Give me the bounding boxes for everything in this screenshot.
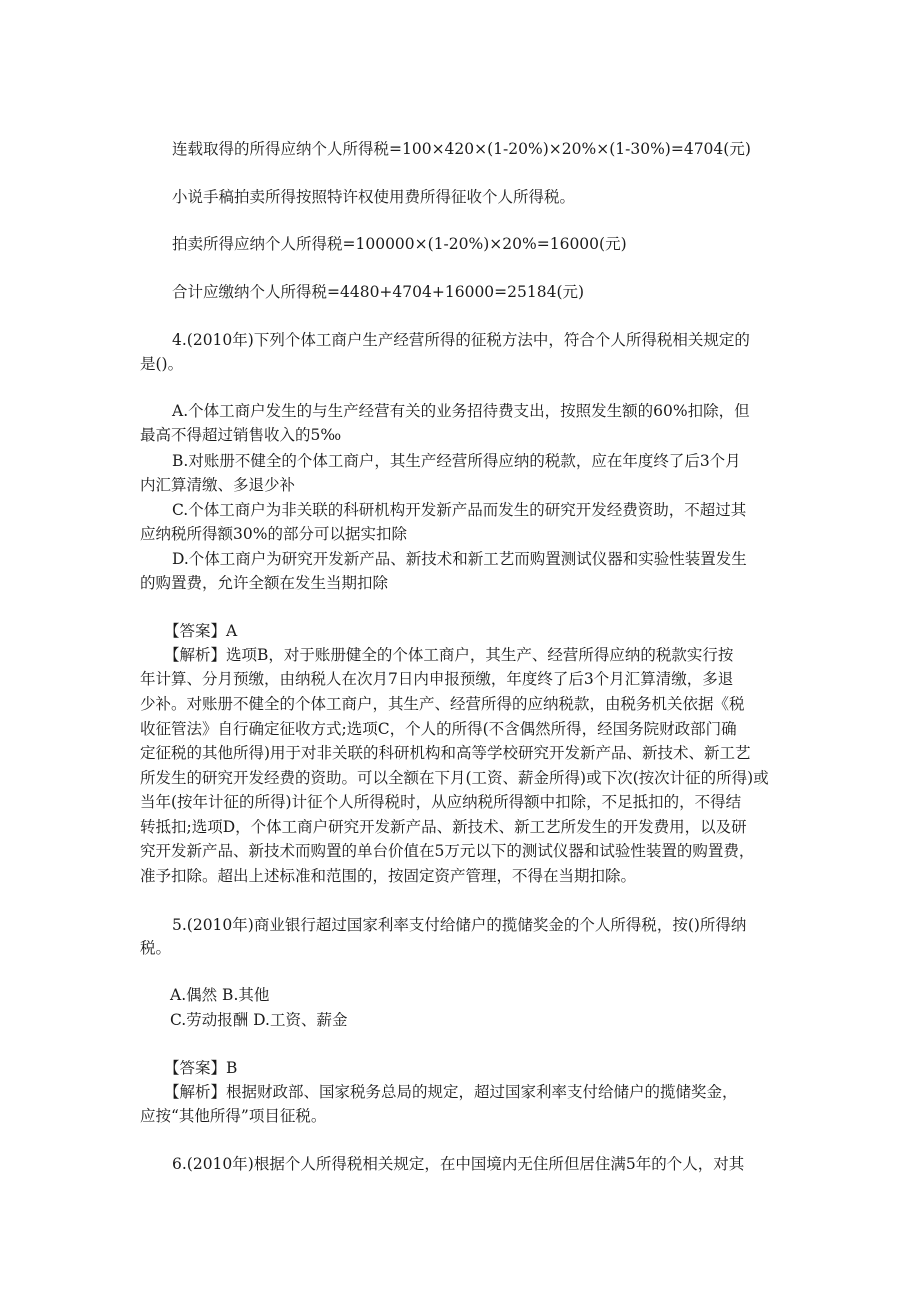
- q4-analysis-line: 转抵扣;选项D，个体工商户研究开发新产品、新技术、新工艺所发生的开发费用，以及研: [140, 818, 747, 836]
- q4-analysis-line: 年计算、分月预缴，由纳税人在次月7日内申报预缴，年度终了后3个月汇算清缴，多退: [140, 670, 734, 688]
- q4-analysis-line: 当年(按年计征的所得)计征个人所得税时，从应纳税所得额中扣除，不足抵扣的，不得结: [140, 793, 742, 811]
- q4-answer: 【答案】A: [164, 622, 238, 640]
- q5-stem-line: 税。: [140, 939, 172, 957]
- q4-option-c-cont: 应纳税所得额30%的部分可以据实扣除: [140, 525, 407, 543]
- q4-analysis-line: 收征管法》自行确定征收方式;选项C，个人的所得(不含偶然所得，经国务院财政部门确: [140, 720, 737, 738]
- q5-stem-line: 5.(2010年)商业银行超过国家利率支付给储户的揽储奖金的个人所得税，按()所得纳: [172, 916, 747, 934]
- q5-analysis-line: 【解析】根据财政部、国家税务总局的规定，超过国家利率支付给储户的揽储奖金，: [164, 1083, 738, 1101]
- q4-analysis-line: 少补。对账册不健全的个体工商户，其生产、经营所得的应纳税款，由税务机关依据《税: [140, 695, 745, 713]
- q5-options-cd: C.劳动报酬 D.工资、薪金: [170, 1011, 348, 1029]
- q4-option-d: D.个体工商户为研究开发新产品、新技术和新工艺而购置测试仪器和实验性装置发生: [172, 550, 747, 568]
- q4-analysis-line: 定征税的其他所得)用于对非关联的科研机构和高等学校研究开发新产品、新技术、新工艺: [140, 744, 751, 762]
- q4-option-b: B.对账册不健全的个体工商户，其生产经营所得应纳的税款，应在年度终了后3个月: [172, 452, 741, 470]
- calc-auction-tax: 拍卖所得应纳个人所得税=100000×(1-20%)×20%=16000(元): [172, 235, 627, 253]
- q4-analysis-line: 究开发新产品、新技术而购置的单台价值在5万元以下的测试仪器和试验性装置的购置费，: [140, 842, 755, 860]
- q4-analysis-line: 所发生的研究开发经费的资助。可以全额在下月(工资、薪金所得)或下次(按次计征的所得)或: [140, 769, 769, 787]
- calc-serial-tax: 连载取得的所得应纳个人所得税=100×420×(1-20%)×20%×(1-30%)=4704(元): [172, 140, 751, 158]
- q4-option-c: C.个体工商户为非关联的科研机构开发新产品而发生的研究开发经费资助，不超过其: [172, 501, 747, 519]
- q6-stem-line: 6.(2010年)根据个人所得税相关规定，在中国境内无住所但居住满5年的个人，对其: [172, 1155, 745, 1173]
- q5-analysis-line: 应按“其他所得”项目征税。: [140, 1107, 327, 1125]
- q4-option-b-cont: 内汇算清缴、多退少补: [140, 476, 296, 494]
- q4-stem-line: 是()。: [140, 355, 184, 373]
- q5-options-ab: A.偶然 B.其他: [170, 986, 270, 1004]
- q4-option-a: A.个体工商户发生的与生产经营有关的业务招待费支出，按照发生额的60%扣除，但: [172, 402, 750, 420]
- q4-stem-line: 4.(2010年)下列个体工商户生产经营所得的征税方法中，符合个人所得税相关规定的: [172, 331, 750, 349]
- q4-analysis-line: 准予扣除。超出上述标准和范围的，按固定资产管理，不得在当期扣除。: [140, 867, 637, 885]
- q4-option-a-cont: 最高不得超过销售收入的5‰: [140, 426, 342, 444]
- q4-option-d-cont: 的购置费，允许全额在发生当期扣除: [140, 574, 389, 592]
- calc-total-tax: 合计应缴纳个人所得税=4480+4704+16000=25184(元): [172, 283, 585, 301]
- q5-answer: 【答案】B: [164, 1059, 238, 1077]
- q4-analysis-line: 【解析】选项B，对于账册健全的个体工商户，其生产、经营所得应纳的税款实行按: [164, 646, 734, 664]
- calc-novel-note: 小说手稿拍卖所得按照特许权使用费所得征收个人所得税。: [172, 188, 576, 206]
